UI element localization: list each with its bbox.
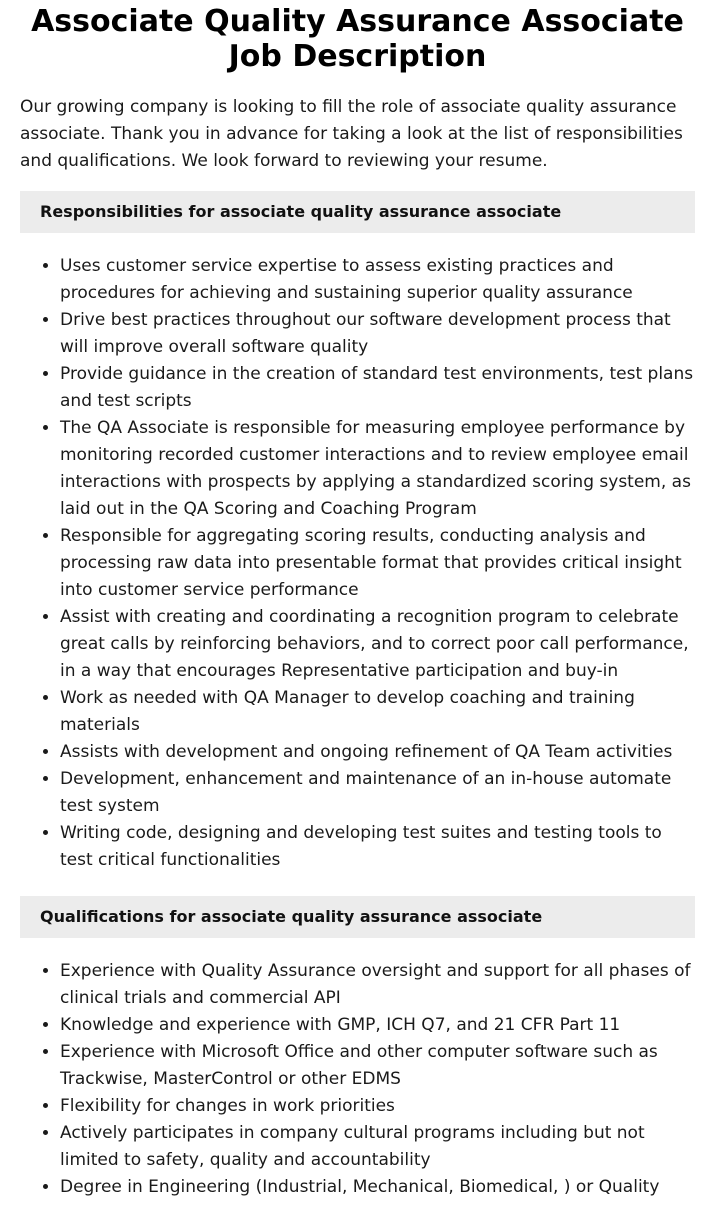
- responsibilities-heading: Responsibilities for associate quality assurance associate: [20, 191, 695, 233]
- list-item: • Flexibility for changes in work priorities: [60, 1093, 695, 1120]
- list-item: • Provide guidance in the creation of standard test environments, test plans and test scripts: [60, 361, 695, 415]
- list-item: • Experience with Microsoft Office and other computer software such as Trackwise, MasterControl or other EDMS: [60, 1039, 695, 1093]
- list-item: • The QA Associate is responsible for measuring employee performance by monitoring recorded customer interactions and to review employee email interactions with prospects by applying a standardized scoring system, as laid out in the QA Scoring and Coaching Program: [60, 415, 695, 523]
- list-item: • Uses customer service expertise to assess existing practices and procedures for achieving and sustaining superior quality assurance: [60, 253, 695, 307]
- list-item: • Assists with development and ongoing refinement of QA Team activities: [60, 739, 695, 766]
- list-item: • Drive best practices throughout our software development process that will improve overall software quality: [60, 307, 695, 361]
- list-item: • Responsible for aggregating scoring results, conducting analysis and processing raw data into presentable format that provides critical insight into customer service performance: [60, 523, 695, 604]
- qualifications-heading: Qualifications for associate quality assurance associate: [20, 896, 695, 938]
- list-item: • Work as needed with QA Manager to develop coaching and training materials: [60, 685, 695, 739]
- responsibilities-list: [20, 253, 695, 874]
- list-item: • Development, enhancement and maintenance of an in-house automate test system: [60, 766, 695, 820]
- qualifications-list: [20, 958, 695, 1201]
- list-item: • Writing code, designing and developing test suites and testing tools to test critical functionalities: [60, 820, 695, 874]
- list-item: • Experience with Quality Assurance oversight and support for all phases of clinical trials and commercial API: [60, 958, 695, 1012]
- list-item: • Knowledge and experience with GMP, ICH Q7, and 21 CFR Part 11: [60, 1012, 695, 1039]
- list-item: • Degree in Engineering (Industrial, Mechanical, Biomedical, ) or Quality: [60, 1174, 695, 1201]
- intro-paragraph: Our growing company is looking to fill the role of associate quality assurance associate. Thank you in advance for taking a look at the list of responsibilities and qualifications. We look forward to reviewing your resume.: [20, 97, 683, 171]
- list-item: • Actively participates in company cultural programs including but not limited to safety, quality and accountability: [60, 1120, 695, 1174]
- page-title: Associate Quality Assurance Associate Job Description: [31, 4, 684, 74]
- list-item: • Assist with creating and coordinating a recognition program to celebrate great calls by reinforcing behaviors, and to correct poor call performance, in a way that encourages Representative participation and buy-in: [60, 604, 695, 685]
